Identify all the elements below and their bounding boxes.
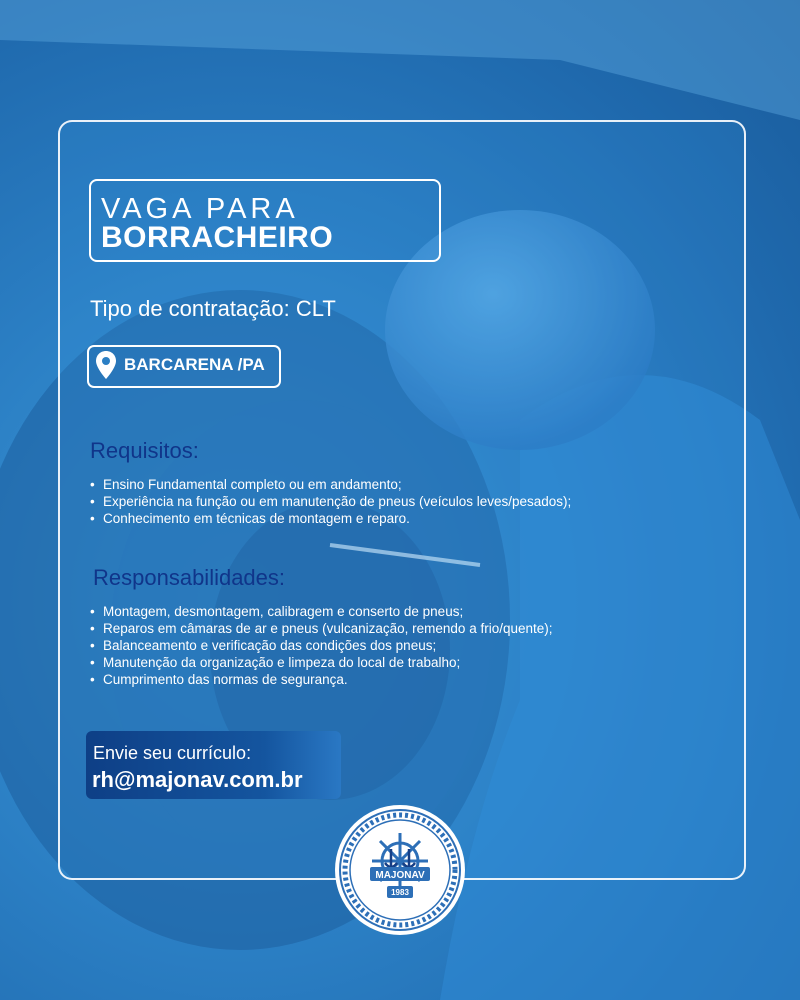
logo-name: MAJONAV (375, 870, 425, 881)
cv-label: Envie seu currículo: (93, 743, 252, 763)
location-pin-icon (95, 350, 117, 380)
list-item: • Balanceamento e verificação das condições dos pneus; (90, 637, 553, 654)
responsibilities-list (90, 603, 553, 688)
list-item: • Cumprimento das normas de segurança. (90, 671, 553, 688)
responsibilities-heading: Responsabilidades: (93, 565, 286, 590)
list-item: • Experiência na função ou em manutenção de pneus (veículos leves/pesados); (90, 493, 571, 510)
requirements-list (90, 476, 571, 527)
job-title: BORRACHEIRO (101, 221, 334, 254)
list-item: • Montagem, desmontagem, calibragem e conserto de pneus; (90, 603, 553, 620)
title-line1: VAGA PARA (101, 193, 299, 225)
requirements-heading: Requisitos: (90, 438, 199, 463)
logo-year: 1983 (391, 888, 409, 897)
list-item: • Manutenção da organização e limpeza do local de trabalho; (90, 654, 553, 671)
list-item: • Ensino Fundamental completo ou em andamento; (90, 476, 571, 493)
contract-type: Tipo de contratação: CLT (90, 296, 336, 321)
majonav-logo (333, 803, 467, 937)
email-link[interactable]: rh@majonav.com.br (92, 767, 303, 792)
location-label: BARCARENA /PA (124, 355, 265, 374)
list-item: • Reparos em câmaras de ar e pneus (vulcanização, remendo a frio/quente); (90, 620, 553, 637)
list-item: • Conhecimento em técnicas de montagem e reparo. (90, 510, 571, 527)
